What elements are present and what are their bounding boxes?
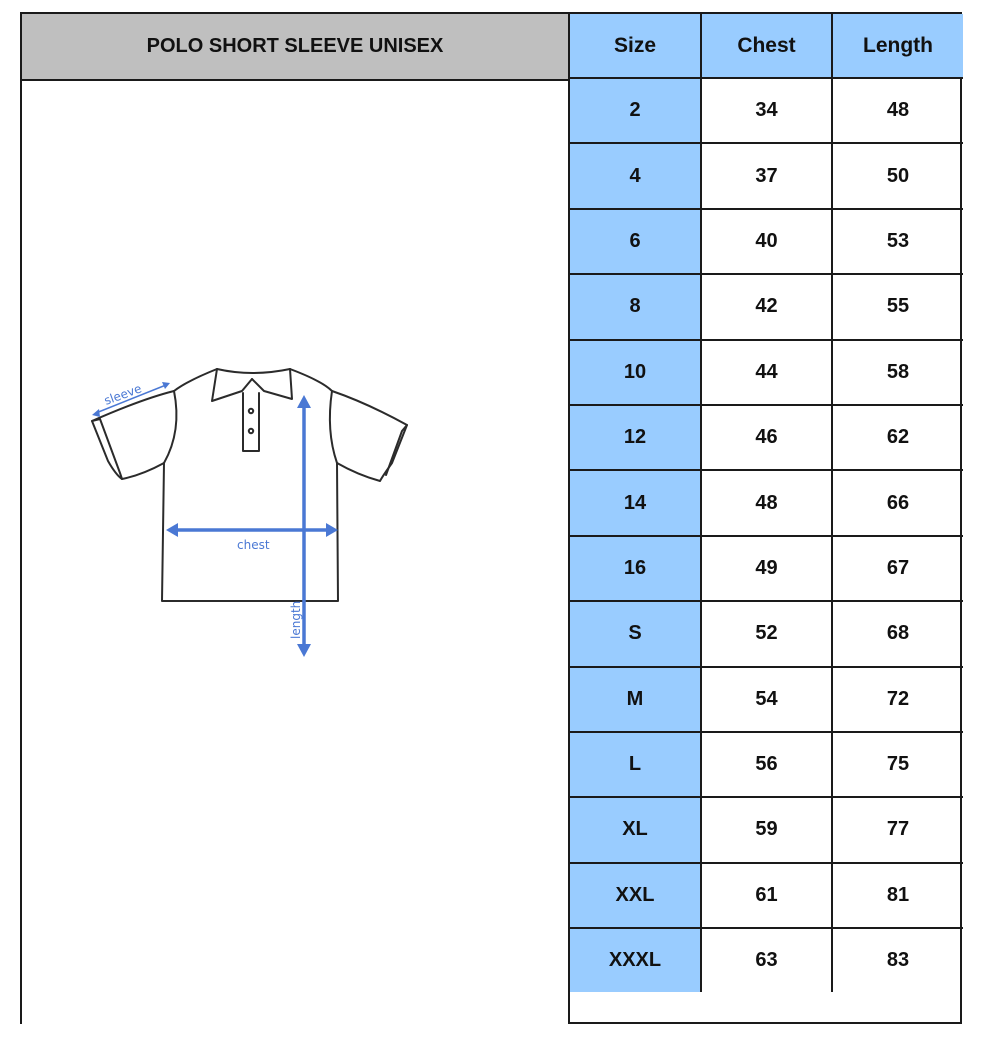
length-cell: 66 [832, 470, 963, 535]
chest-cell: 40 [701, 209, 832, 274]
chest-cell: 49 [701, 536, 832, 601]
chest-label: chest [237, 538, 270, 552]
chart-title: POLO SHORT SLEEVE UNISEX [22, 14, 570, 81]
chest-cell: 48 [701, 470, 832, 535]
length-cell: 53 [832, 209, 963, 274]
chest-cell: 63 [701, 928, 832, 992]
polo-shirt-diagram [82, 351, 442, 639]
size-cell: XXL [569, 863, 701, 928]
length-cell: 50 [832, 143, 963, 208]
length-cell: 77 [832, 797, 963, 862]
chest-cell: 34 [701, 78, 832, 143]
length-arrow-down-icon [297, 644, 311, 657]
table-row [569, 143, 963, 208]
size-cell: 2 [569, 78, 701, 143]
table-header-row [569, 14, 963, 78]
size-table [568, 14, 963, 992]
length-label: length [289, 600, 303, 639]
size-cell: 4 [569, 143, 701, 208]
chest-cell: 54 [701, 667, 832, 732]
size-cell: 6 [569, 209, 701, 274]
polo-shirt-outline [92, 369, 407, 601]
table-row [569, 797, 963, 862]
length-cell: 48 [832, 78, 963, 143]
size-chart [20, 12, 962, 1024]
chest-arrow-right-icon [326, 523, 338, 537]
chest-cell: 42 [701, 274, 832, 339]
length-cell: 75 [832, 732, 963, 797]
table-row [569, 209, 963, 274]
size-cell: XXXL [569, 928, 701, 992]
length-arrow-up-icon [297, 395, 311, 408]
table-row [569, 340, 963, 405]
table-row [569, 274, 963, 339]
table-row [569, 667, 963, 732]
length-cell: 55 [832, 274, 963, 339]
size-cell: L [569, 732, 701, 797]
table-row [569, 78, 963, 143]
table-row [569, 601, 963, 666]
table-row [569, 536, 963, 601]
size-cell: 16 [569, 536, 701, 601]
length-cell: 58 [832, 340, 963, 405]
length-cell: 68 [832, 601, 963, 666]
size-cell: 14 [569, 470, 701, 535]
chest-cell: 37 [701, 143, 832, 208]
column-header-length: Length [832, 14, 963, 78]
table-row [569, 863, 963, 928]
table-row [569, 405, 963, 470]
chest-cell: 59 [701, 797, 832, 862]
size-cell: 12 [569, 405, 701, 470]
size-cell: S [569, 601, 701, 666]
length-cell: 83 [832, 928, 963, 992]
column-header-size: Size [569, 14, 701, 78]
size-cell: 8 [569, 274, 701, 339]
length-cell: 67 [832, 536, 963, 601]
column-header-chest: Chest [701, 14, 832, 78]
table-row [569, 732, 963, 797]
length-cell: 81 [832, 863, 963, 928]
sleeve-label: sleeve [102, 381, 144, 408]
size-table-body [569, 78, 963, 992]
chest-cell: 44 [701, 340, 832, 405]
size-cell: 10 [569, 340, 701, 405]
chest-arrow-left-icon [166, 523, 178, 537]
chest-cell: 46 [701, 405, 832, 470]
chest-cell: 56 [701, 732, 832, 797]
sleeve-arrow-left-icon [92, 409, 100, 417]
length-cell: 72 [832, 667, 963, 732]
chest-cell: 61 [701, 863, 832, 928]
table-row [569, 928, 963, 992]
size-cell: M [569, 667, 701, 732]
length-cell: 62 [832, 405, 963, 470]
polo-illustration-panel [22, 81, 570, 1024]
chest-cell: 52 [701, 601, 832, 666]
size-cell: XL [569, 797, 701, 862]
table-row [569, 470, 963, 535]
